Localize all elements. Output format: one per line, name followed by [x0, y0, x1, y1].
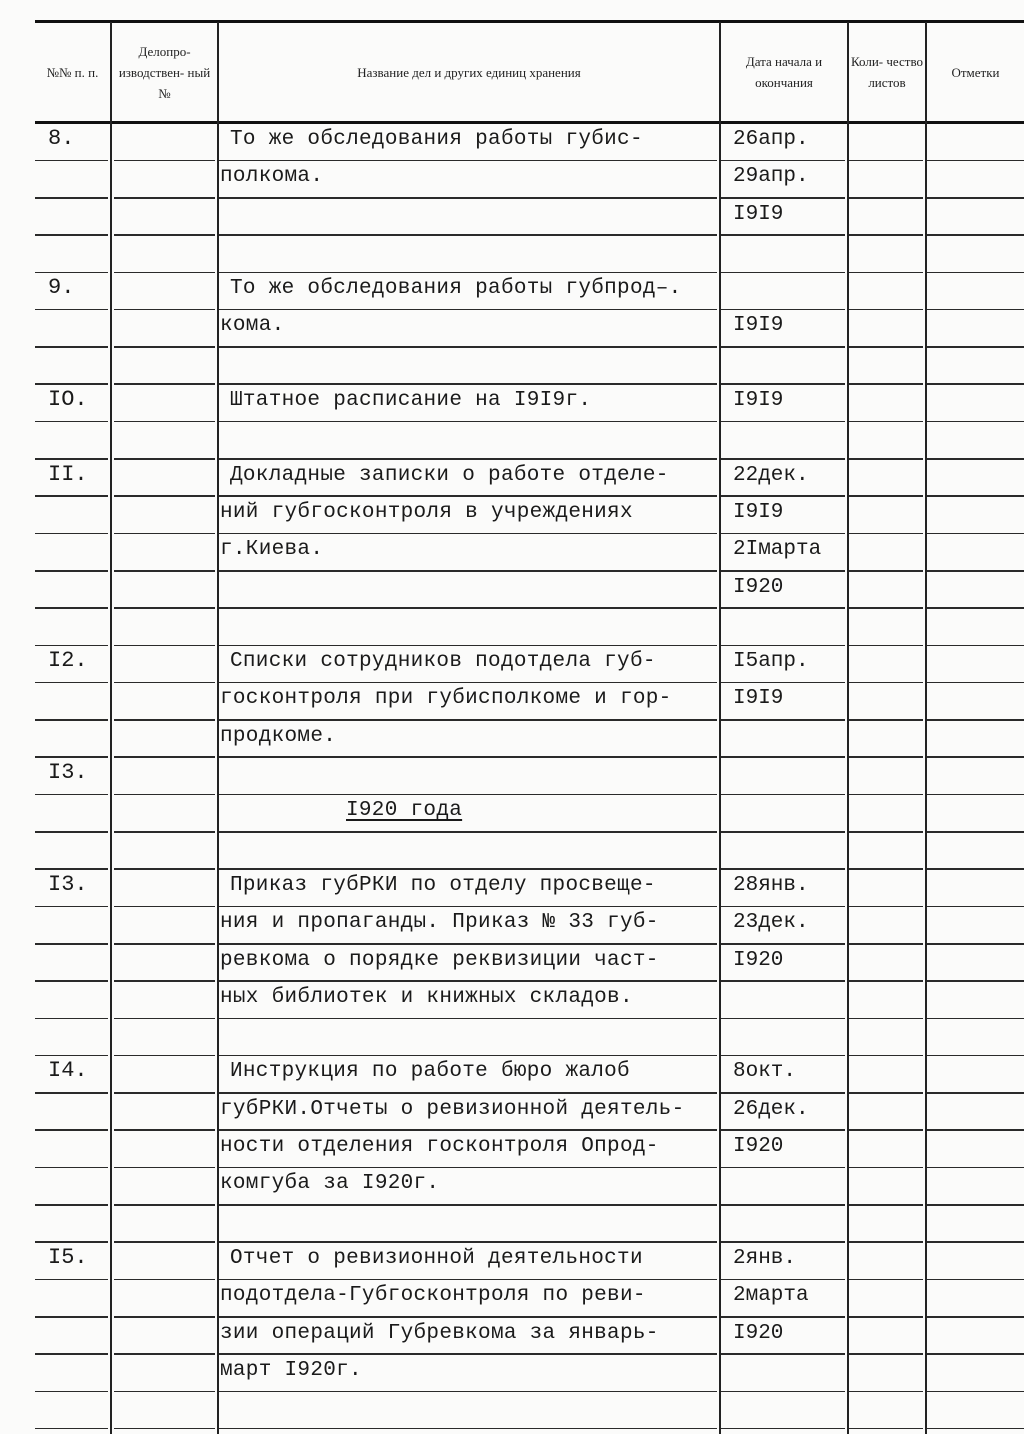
table-row: [0, 497, 1024, 534]
section-heading: I920 года: [346, 799, 463, 823]
item-title: То же обследования работы губпрод–.: [230, 277, 682, 301]
table-row: [0, 422, 1024, 459]
item-title: продкоме.: [220, 724, 337, 748]
table-row: [0, 721, 1024, 758]
table-row: [0, 310, 1024, 347]
table-row: [0, 1206, 1024, 1243]
item-date: 8окт.: [733, 1060, 797, 1084]
item-title: ревкома о порядке реквизиции част-: [220, 948, 659, 972]
table-top-rule: [35, 20, 1024, 23]
table-row: [0, 124, 1024, 161]
item-date: I9I9: [733, 389, 784, 413]
item-title: г.Киева.: [220, 538, 324, 562]
header-title: Название дел и других единиц хранения: [357, 64, 581, 80]
table-row: [0, 1280, 1024, 1317]
row-rule: [219, 1428, 717, 1430]
item-date: I5апр.: [733, 650, 809, 674]
header-num: №№ п. п.: [46, 64, 99, 80]
header-dates: Дата начала и окончания: [745, 54, 823, 90]
table-row: [0, 348, 1024, 385]
item-date: I9I9: [733, 687, 784, 711]
item-title: кома.: [220, 314, 285, 338]
item-title: ных библиотек и книжных складов.: [220, 985, 633, 1009]
table-row: [0, 646, 1024, 683]
table-row: [0, 199, 1024, 236]
table-row: [0, 273, 1024, 310]
item-date: I9I9: [733, 202, 784, 226]
item-date: 23дек.: [733, 911, 809, 935]
item-number: 8.: [48, 126, 75, 151]
item-date: I9I9: [733, 500, 784, 524]
table-row: [0, 609, 1024, 646]
item-date: 26апр.: [733, 128, 809, 151]
item-date: I920: [733, 1135, 784, 1159]
table-row: [0, 1318, 1024, 1355]
item-title: То же обследования работы губис-: [230, 128, 643, 151]
table-row: [0, 870, 1024, 907]
row-rule: [721, 1428, 845, 1430]
table-row: [0, 1131, 1024, 1168]
item-number: I5.: [48, 1244, 88, 1270]
item-date: 26дек.: [733, 1097, 809, 1121]
row-rule: [849, 1428, 923, 1430]
table-row: [0, 1355, 1024, 1392]
item-title: Докладные записки о работе отделе-: [230, 463, 669, 487]
item-title: подотдела-Губгосконтроля по реви-: [220, 1284, 646, 1308]
table-row: [0, 1243, 1024, 1280]
item-date: I9I9: [733, 314, 784, 338]
item-date: 29апр.: [733, 165, 809, 189]
table-row: [0, 1056, 1024, 1093]
item-number: I3.: [48, 760, 88, 786]
item-title: Списки сотрудников подотдела губ-: [230, 650, 656, 674]
item-date: I920: [733, 1321, 784, 1345]
item-title: ний губгосконтроля в учреждениях: [220, 500, 633, 524]
item-title: полкома.: [220, 165, 324, 189]
item-title: ности отделения госконтроля Опрод-: [220, 1135, 659, 1159]
item-title: Инструкция по работе бюро жалоб: [230, 1060, 630, 1084]
item-date: 28янв.: [733, 873, 809, 897]
header-notes: Отметки: [951, 64, 1000, 80]
row-rule: [114, 1428, 215, 1430]
item-title: Приказ губРКИ по отделу просвеще-: [230, 873, 656, 897]
row-rule: [927, 1428, 1024, 1430]
table-row: [0, 1168, 1024, 1205]
table-row: [0, 161, 1024, 198]
header-sheets: Коли- чество листов: [850, 54, 923, 90]
item-title: Штатное расписание на I9I9г.: [230, 389, 592, 413]
table-row: [0, 534, 1024, 571]
table-row: [0, 1094, 1024, 1131]
item-date: 22дек.: [733, 463, 809, 487]
item-title: госконтроля при губисполкоме и гор-: [220, 687, 672, 711]
table-row: [0, 460, 1024, 497]
item-title: комгуба за I920г.: [220, 1172, 440, 1196]
item-date: 2Iмарта: [733, 538, 822, 562]
item-number: 9.: [48, 275, 75, 301]
item-number: II.: [48, 461, 88, 487]
table-row: [0, 833, 1024, 870]
item-date: I920: [733, 575, 784, 599]
item-number: I4.: [48, 1058, 88, 1084]
item-number: IO.: [48, 387, 88, 413]
item-title: губРКИ.Отчеты о ревизионной деятель-: [220, 1097, 685, 1121]
item-title: зии операций Губревкома за январь-: [220, 1321, 659, 1345]
item-title: март I920г.: [220, 1358, 362, 1382]
item-date: 2янв.: [733, 1246, 797, 1270]
row-rule: [35, 1428, 108, 1430]
table-row: [0, 572, 1024, 609]
inventory-rows: [0, 124, 1024, 1429]
item-number: I2.: [48, 648, 88, 674]
table-row: [0, 795, 1024, 832]
header-office-num: Делопро- изводствен- ный №: [118, 43, 211, 101]
item-number: I3.: [48, 871, 88, 897]
table-row: [0, 758, 1024, 795]
table-row: [0, 385, 1024, 422]
table-row: [0, 1392, 1024, 1429]
table-row: [0, 683, 1024, 720]
item-title: Отчет о ревизионной деятельности: [230, 1246, 643, 1270]
table-row: [0, 236, 1024, 273]
item-date: I920: [733, 948, 784, 972]
item-date: 2марта: [733, 1284, 809, 1308]
table-row: [0, 1019, 1024, 1056]
table-row: [0, 907, 1024, 944]
table-row: [0, 982, 1024, 1019]
item-title: ния и пропаганды. Приказ № 33 губ-: [220, 911, 659, 935]
table-row: [0, 945, 1024, 982]
